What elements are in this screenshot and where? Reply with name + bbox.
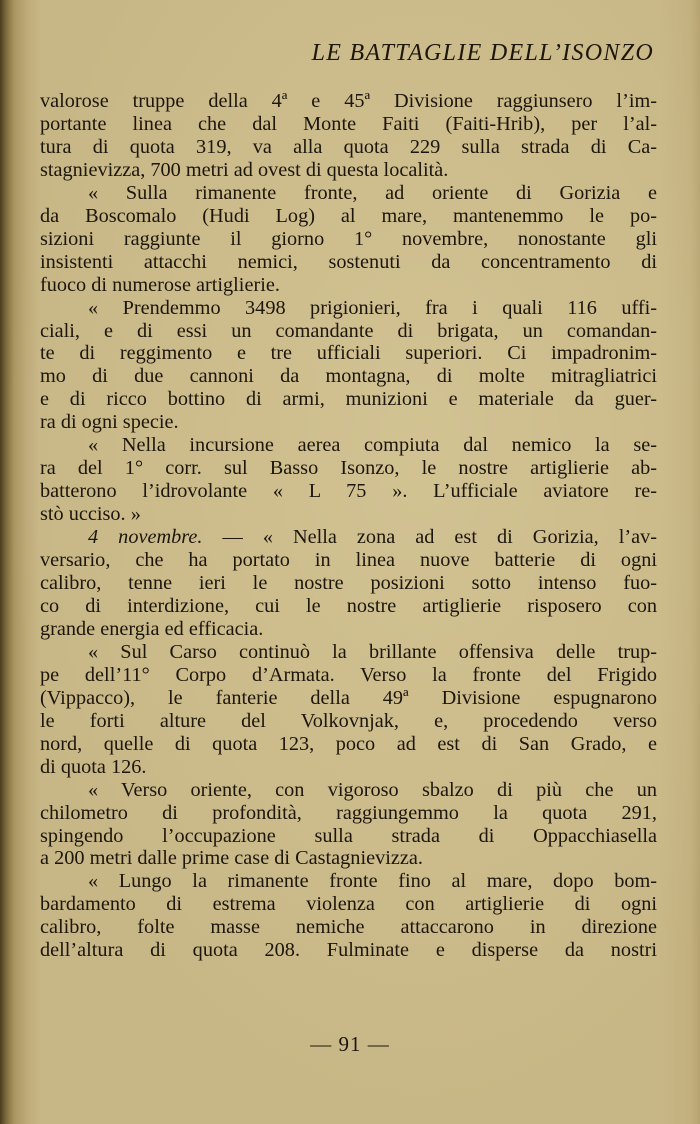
- line-text: (Vippacco), le fanterie della 49ª Divisione espugnarono: [40, 686, 657, 709]
- line-text: « Prendemmo 3498 prigionieri, fra i quali 116 uffi-: [88, 296, 657, 319]
- line-text: calibro, tenne ieri le nostre posizioni sotto intenso fuo-: [40, 572, 657, 595]
- line-text: « Lungo la rimanente fronte fino al mare, dopo bom-: [88, 870, 657, 893]
- line-text: stagnievizza, 700 metri ad ovest di questa località.: [40, 158, 449, 181]
- line-text: da Boscomalo (Hudi Log) al mare, mantenemmo le po-: [40, 204, 657, 227]
- line-text: chilometro di profondità, raggiungemmo la quota 291,: [40, 801, 657, 824]
- text-line: [40, 274, 657, 297]
- text-line: [40, 434, 657, 457]
- line-text: a 200 metri dalle prime case di Castagnievizza.: [40, 847, 423, 870]
- line-text: portante linea che dal Monte Faiti (Faiti-Hrib), per l’al-: [40, 112, 657, 135]
- text-line: [40, 90, 657, 113]
- text-line: [40, 664, 657, 687]
- text-line: [40, 870, 657, 893]
- line-text: nord, quelle di quota 123, poco ad est di San Grado, e: [40, 732, 657, 755]
- line-text: e di ricco bottino di armi, munizioni e materiale da guer-: [40, 388, 657, 411]
- text-line: [40, 549, 657, 572]
- text-line: [40, 159, 657, 182]
- text-line: [40, 411, 657, 434]
- text-line: [40, 320, 657, 343]
- text-line: [40, 687, 657, 710]
- line-text: ra di ogni specie.: [40, 411, 179, 434]
- text-line: [40, 825, 657, 848]
- line-text: versario, che ha portato in linea nuove batterie di ogni: [40, 549, 657, 572]
- line-text: mo di due cannoni da montagna, di molte mitragliatrici: [40, 365, 657, 388]
- line-text: te di reggimento e tre ufficiali superiori. Ci impadronim-: [40, 342, 657, 365]
- text-line: [40, 480, 657, 503]
- text-line: [40, 526, 657, 549]
- text-line: [40, 457, 657, 480]
- line-text: bardamento di estrema violenza con artiglierie di ogni: [40, 893, 657, 916]
- running-header: LE BATTAGLIE DELL’ISONZO: [311, 40, 654, 66]
- text-line: [40, 756, 657, 779]
- entry-date: 4 novembre.: [88, 526, 203, 549]
- line-text: calibro, folte masse nemiche attaccarono in direzione: [40, 916, 657, 939]
- line-text: ra del 1° corr. sul Basso Isonzo, le nostre artiglierie ab-: [40, 457, 657, 480]
- text-line: [40, 733, 657, 756]
- text-line: [40, 182, 657, 205]
- line-text: co di interdizione, cui le nostre artiglierie risposero con: [40, 594, 657, 617]
- line-text: « Nella incursione aerea compiuta dal nemico la se-: [88, 434, 657, 457]
- text-line: [40, 136, 657, 159]
- line-text: « Sul Carso continuò la brillante offensiva delle trup-: [88, 640, 657, 663]
- line-text: le forti alture del Volkovnjak, e, procedendo verso: [40, 709, 657, 732]
- line-text: sizioni raggiunte il giorno 1° novembre, nonostante gli: [40, 227, 657, 250]
- text-line: [40, 228, 657, 251]
- line-text: grande energia ed efficacia.: [40, 617, 264, 640]
- text-line: [40, 641, 657, 664]
- line-text: spingendo l’occupazione sulla strada di Oppacchiasella: [40, 824, 657, 847]
- text-line: [40, 388, 657, 411]
- line-text: — « Nella zona ad est di Gorizia, l’av-: [202, 526, 657, 549]
- text-line: [40, 802, 657, 825]
- line-text: valorose truppe della 4ª e 45ª Divisione raggiunsero l’im-: [40, 90, 657, 112]
- text-line: [40, 710, 657, 733]
- text-line: [40, 939, 657, 962]
- line-text: ciali, e di essi un comandante di brigata, un comandan-: [40, 319, 657, 342]
- line-text: insistenti attacchi nemici, sostenuti da concentramento di: [40, 250, 657, 273]
- text-line: [40, 251, 657, 274]
- line-text: fuoco di numerose artiglierie.: [40, 273, 280, 296]
- text-line: [40, 847, 657, 870]
- text-line: [40, 779, 657, 802]
- text-line: [40, 205, 657, 228]
- text-line: [40, 503, 657, 526]
- line-text: « Sulla rimanente fronte, ad oriente di Gorizia e: [88, 181, 657, 204]
- text-line: [40, 365, 657, 388]
- text-line: [40, 572, 657, 595]
- page-number: — 91 —: [310, 1032, 390, 1056]
- line-text: « Verso oriente, con vigoroso sbalzo di più che un: [88, 778, 657, 801]
- line-text: dell’altura di quota 208. Fulminate e disperse da nostri: [40, 939, 657, 962]
- line-text: batterono l’idrovolante « L 75 ». L’ufficiale aviatore re-: [40, 480, 657, 503]
- text-line: [40, 916, 657, 939]
- line-text: stò ucciso. »: [40, 503, 141, 526]
- text-line: [40, 893, 657, 916]
- text-line: [40, 618, 657, 641]
- text-line: [40, 113, 657, 136]
- text-line: [40, 595, 657, 618]
- line-text: pe dell’11° Corpo d’Armata. Verso la fronte del Frigido: [40, 663, 657, 686]
- line-text: di quota 126.: [40, 755, 147, 778]
- text-line: [40, 342, 657, 365]
- line-text: tura di quota 319, va alla quota 229 sulla strada di Ca-: [40, 135, 657, 158]
- text-line: [40, 297, 657, 320]
- page-body-text: [40, 90, 657, 962]
